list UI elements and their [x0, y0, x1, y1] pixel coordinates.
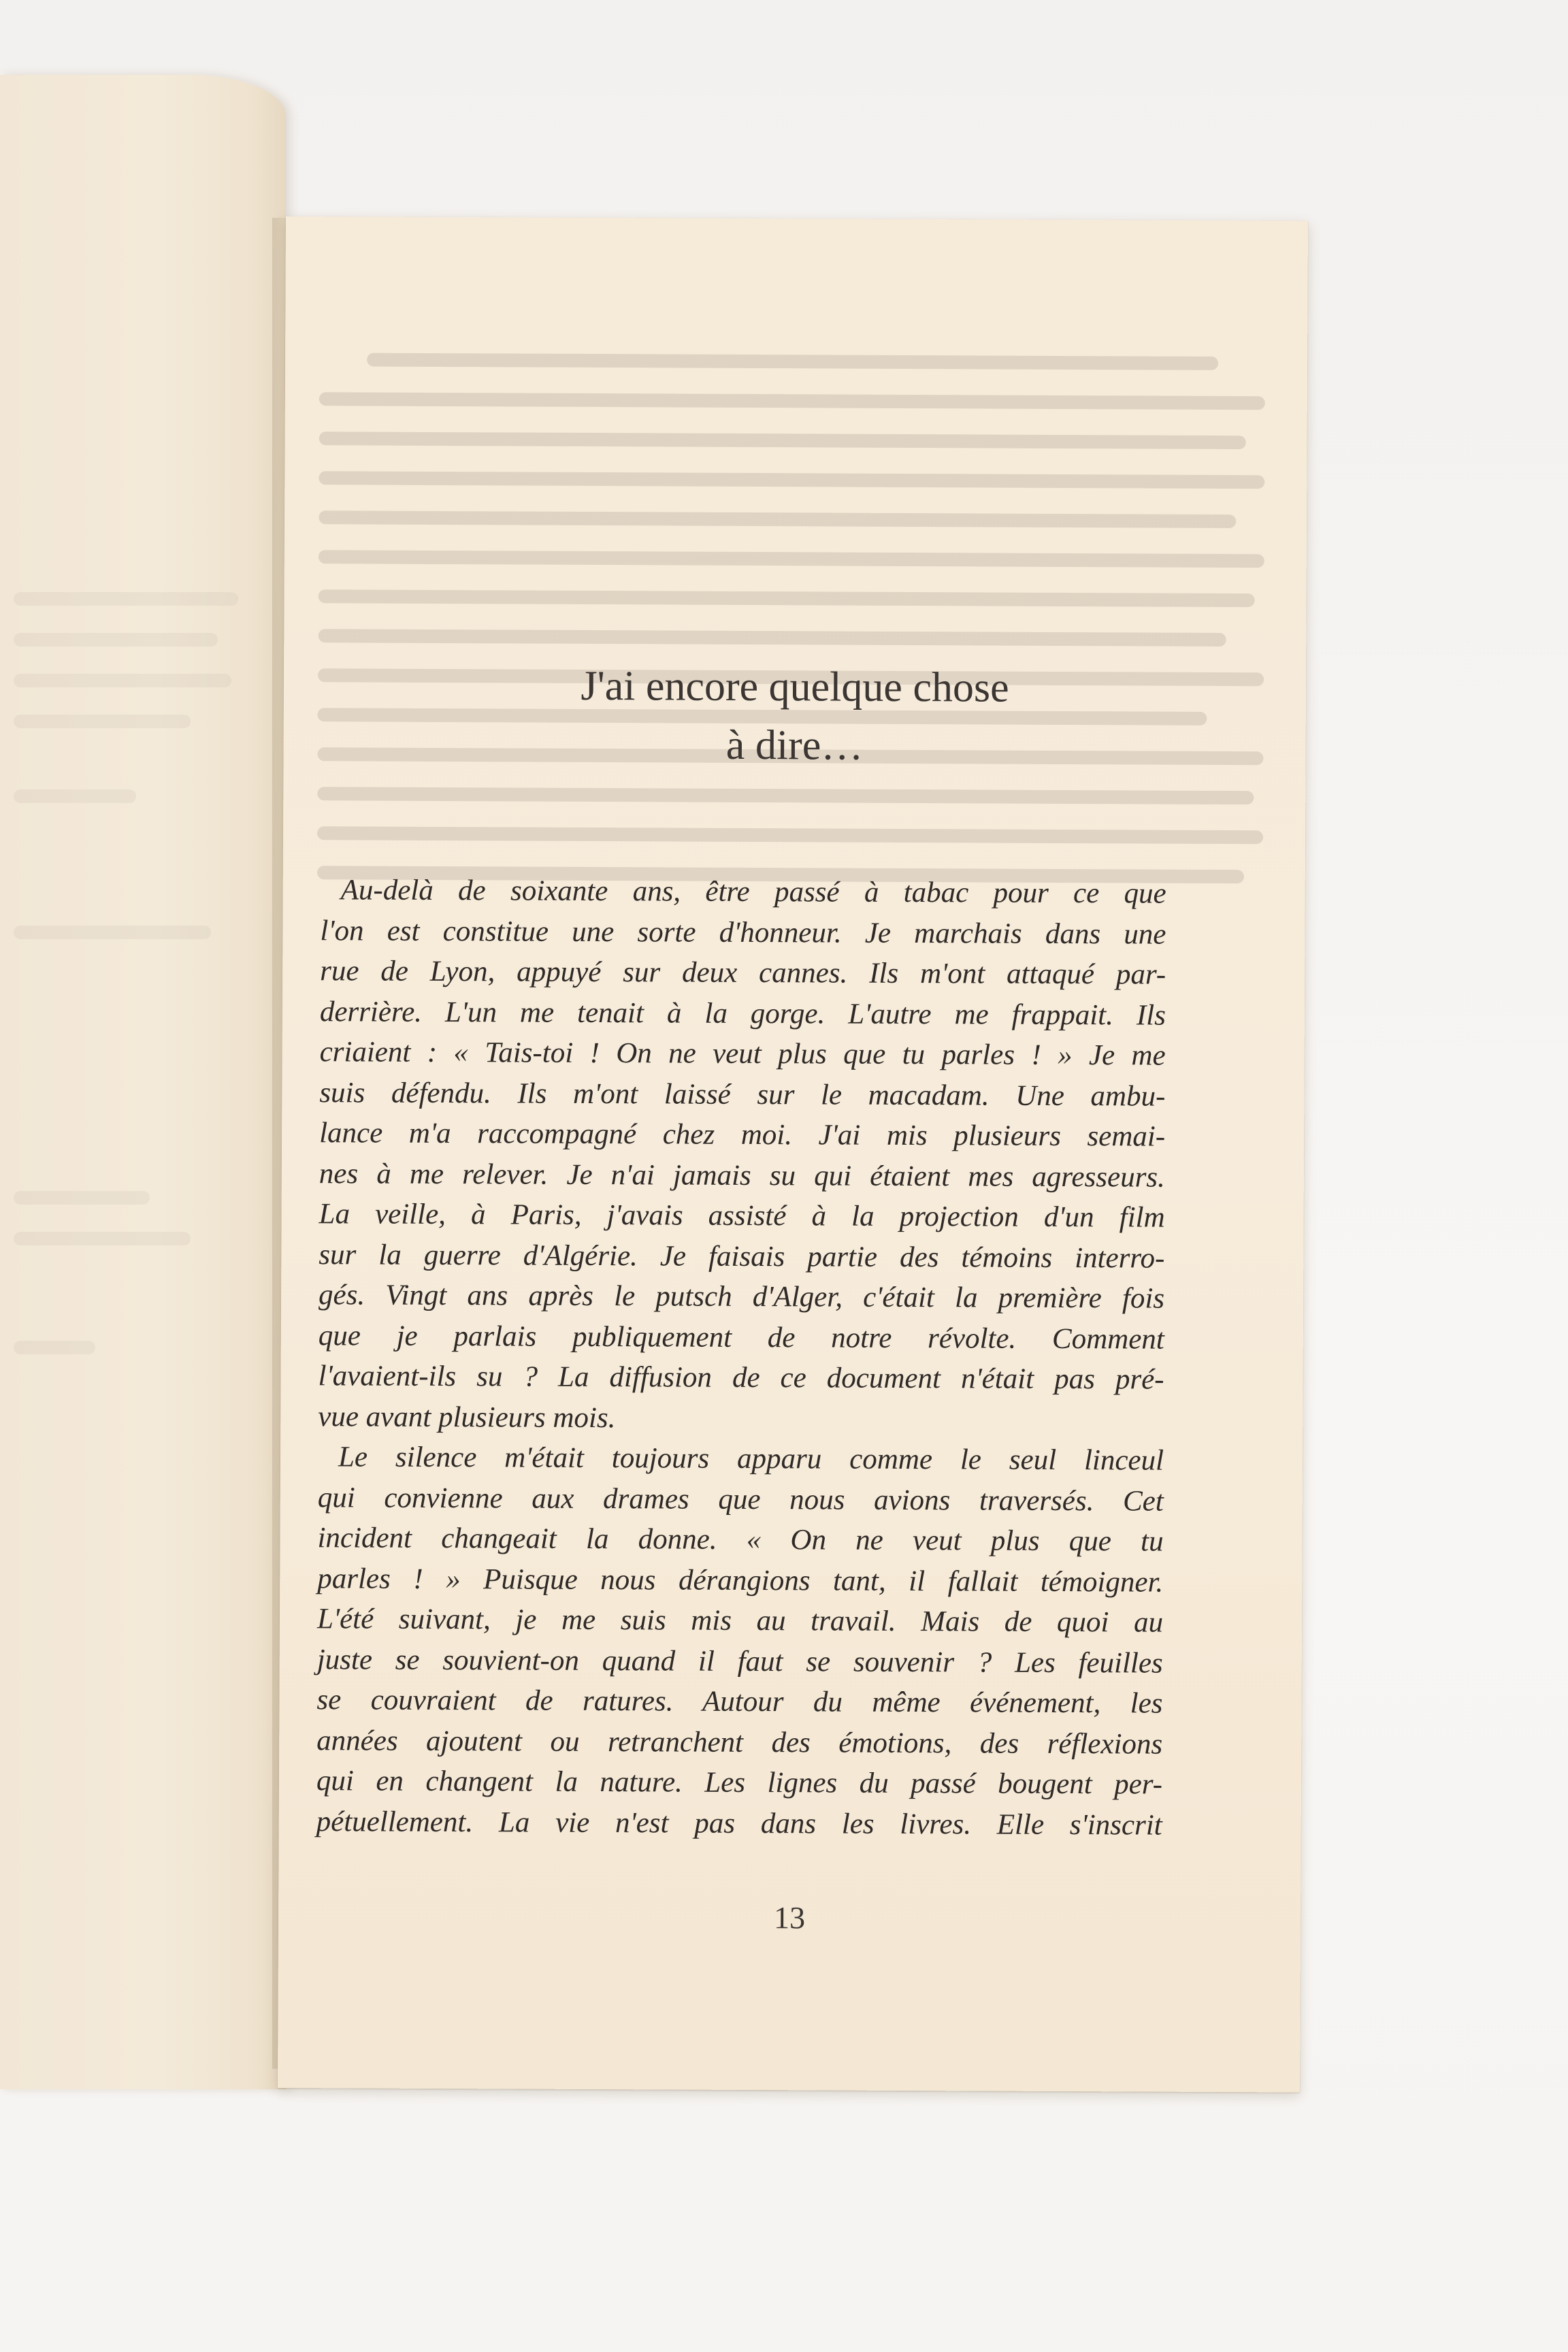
text-line: suis défendu. Ils m'ont laissé sur le macadam. Une ambu-: [319, 1076, 1166, 1113]
left-page-show-through: [14, 592, 238, 606]
left-page: [0, 75, 286, 2089]
page-number: 13: [773, 1900, 806, 1936]
text-line: parles ! » Puisque nous dérangions tant, il fallait témoigner.: [317, 1562, 1164, 1599]
text-line: que je parlais publiquement de notre révolte. Comment: [318, 1319, 1164, 1356]
left-page-show-through: [14, 926, 211, 939]
text-line: juste se souvient-on quand il faut se souvenir ? Les feuilles: [316, 1643, 1163, 1680]
book-page: [278, 216, 1308, 2093]
text-line: La veille, à Paris, j'avais assisté à la projection d'un film: [318, 1198, 1165, 1234]
text-line: Le silence m'était toujours apparu comme le seul linceul: [338, 1441, 1164, 1477]
left-page-show-through: [14, 1341, 95, 1354]
text-line: qui en changent la nature. Les lignes du passé bougent per-: [316, 1765, 1163, 1801]
text-line: années ajoutent ou retranchent des émotions, des réflexions: [316, 1724, 1163, 1761]
left-page-show-through: [14, 789, 136, 803]
body-text: [316, 870, 1166, 1845]
left-page-show-through: [14, 715, 191, 728]
text-line: nes à me relever. Je n'ai jamais su qui étaient mes agresseurs.: [318, 1157, 1165, 1194]
text-line: Au-delà de soixante ans, être passé à tabac pour ce que: [340, 874, 1166, 910]
paragraph-1: [318, 870, 1166, 1440]
text-line: l'on est constitue une sorte d'honneur. Je marchais dans une: [320, 914, 1166, 951]
chapter-title-line-1: J'ai encore quelque chose: [581, 662, 1009, 711]
text-line: gés. Vingt ans après le putsch d'Alger, c'était la première fois: [318, 1279, 1165, 1315]
text-line: lance m'a raccompagné chez moi. J'ai mis plusieurs semai-: [319, 1117, 1166, 1153]
left-page-show-through: [14, 1232, 191, 1245]
text-line: criaient : « Tais-toi ! On ne veut plus que tu parles ! » Je me: [319, 1036, 1166, 1072]
left-page-show-through: [14, 674, 231, 687]
text-line: incident changeait la donne. « On ne veut plus que tu: [317, 1522, 1164, 1558]
text-line: l'avaient-ils su ? La diffusion de ce document n'était pas pré-: [318, 1360, 1164, 1396]
text-line: sur la guerre d'Algérie. Je faisais partie des témoins interro-: [318, 1238, 1165, 1275]
paragraph-2: [316, 1437, 1164, 1845]
text-line: se couvraient de ratures. Autour du même événement, les: [316, 1684, 1163, 1720]
text-line: rue de Lyon, appuyé sur deux cannes. Ils m'ont attaqué par-: [320, 955, 1166, 991]
text-line: L'été suivant, je me suis mis au travail. Mais de quoi au: [316, 1603, 1164, 1639]
chapter-title: [283, 655, 1306, 777]
left-page-show-through: [14, 633, 218, 647]
text-line: vue avant plusieurs mois.: [318, 1400, 616, 1434]
chapter-title-line-2: à dire…: [725, 721, 864, 769]
text-line: pétuellement. La vie n'est pas dans les livres. Elle s'inscrit: [316, 1805, 1162, 1842]
left-page-show-through: [14, 1191, 150, 1205]
text-line: qui convienne aux drames que nous avions traversés. Cet: [317, 1481, 1164, 1518]
text-line: derrière. L'un me tenait à la gorge. L'autre me frappait. Ils: [319, 995, 1166, 1032]
